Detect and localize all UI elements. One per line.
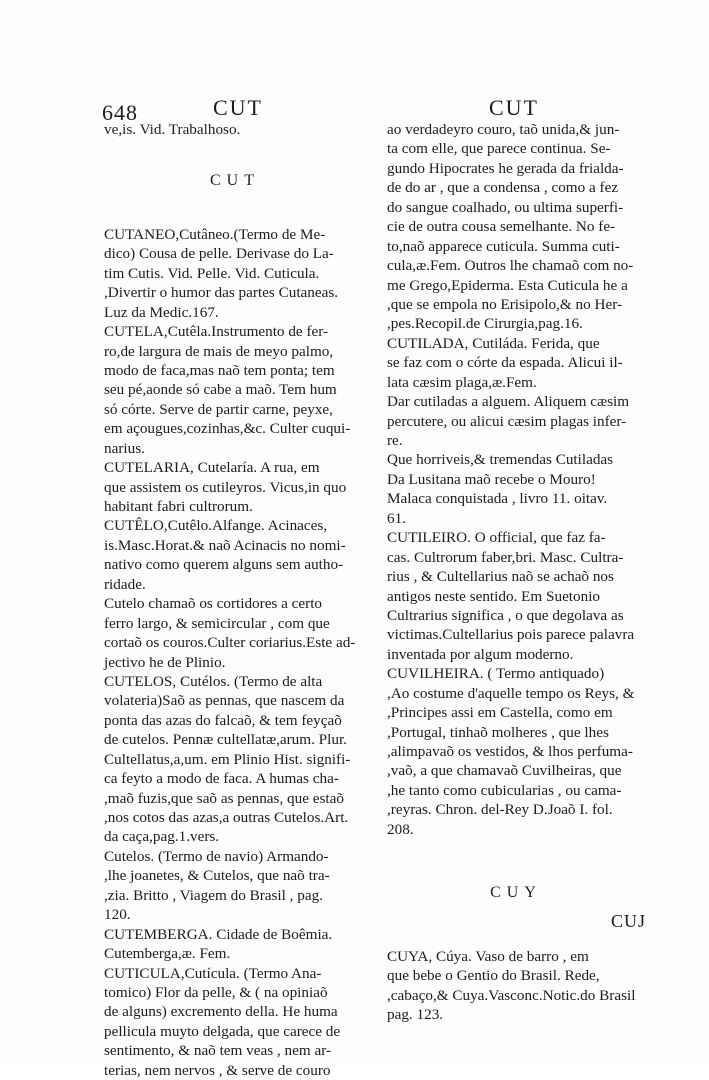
text-line: que assistem os cutileyros. Vicus,in quo <box>104 478 347 496</box>
text-line: ,vaõ, a que chamavaõ Cuvilheiras, que <box>387 762 622 780</box>
text-line: rius , & Cultellarius naõ se achaõ nos <box>387 568 614 586</box>
text-line: CUTELOS, Cutélos. (Termo de alta <box>104 672 323 690</box>
text-line: ,reyras. Chron. del-Rey D.Joaõ I. fol. <box>387 801 613 819</box>
left-running-head: CUT <box>213 95 263 120</box>
text-line: gundo Hipocrates he gerada da frialda- <box>387 159 624 177</box>
text-line: CUTELA,Cutêla.Instrumento de fer- <box>104 323 329 341</box>
text-line: seu pé,aonde só cabe a maõ. Tem hum <box>104 381 337 399</box>
text-line: CUYA, Cúya. Vaso de barro , em <box>387 947 589 965</box>
text-line: antigos neste sentido. Em Suetonio <box>387 587 601 605</box>
text-line: do sangue coalhado, ou ultima superfi- <box>387 198 624 216</box>
text-line: ,pes.Recopil.de Cirurgia,pag.16. <box>387 315 583 333</box>
text-line: pellicula muyto delgada, que carece de <box>104 1022 341 1040</box>
text-line: percutere, ou alicui cæsim plagas infer- <box>387 412 627 430</box>
text-line: Da Lusitana maõ recebe o Mouro! <box>387 470 596 488</box>
text-line: cula,æ.Fem. Outros lhe chamaõ com no- <box>387 257 634 275</box>
text-line: ponta das azas do falcaõ, & tem feyçaõ <box>104 711 342 729</box>
text-line: CUVILHEIRA. ( Termo antiquado) <box>387 665 605 683</box>
left-column-entries <box>104 225 366 1080</box>
text-line: ,Divertir o humor das partes Cutaneas. <box>104 284 339 302</box>
text-line: em açougues,cozinhas,&c. Culter cuqui- <box>104 420 351 438</box>
text-line: ,maõ fuzis,que saõ as pennas, que estaõ <box>104 789 344 807</box>
text-line: CUTEMBERGA. Cidade de Boêmia. <box>104 925 333 943</box>
text-line: de do ar , que a condensa , como a fez <box>387 179 619 197</box>
text-line: de cutelos. Pennæ cultellatæ,arum. Plur. <box>104 731 347 749</box>
text-line: ve,is. Vid. Trabalhoso. <box>104 121 241 138</box>
text-line: me Grego,Epiderma. Esta Cuticula he a <box>387 276 628 294</box>
text-line: terias, nem nervos , & serve de couro <box>104 1061 331 1079</box>
text-line: se faz com o córte da espada. Alicui il- <box>387 354 623 372</box>
text-line: Malaca conquistada , livro 11. oitav. <box>387 490 608 508</box>
text-line: ro,de largura de mais de meyo palmo, <box>104 342 334 360</box>
right-column <box>387 120 645 1024</box>
text-line: ,zia. Britto , Viagem do Brasil , pag. <box>104 886 323 904</box>
text-line: re. <box>387 432 403 449</box>
page-number: 648 <box>102 100 138 125</box>
text-line: Cutemberga,æ. Fem. <box>104 945 231 963</box>
text-line: ridade. <box>104 575 146 593</box>
text-line: tim Cutis. Vid. Pelle. Vid. Cuticula. <box>104 264 320 282</box>
text-line: de alguns) excremento della. He huma <box>104 1003 338 1021</box>
left-column <box>104 120 366 1080</box>
text-line: ,que se empola no Erisipolo,& no Her- <box>387 295 623 313</box>
text-line: CUTILEIRO. O official, que faz fa- <box>387 529 606 547</box>
text-line: sentimento, & naõ tem veas , nem ar- <box>104 1042 332 1060</box>
text-line: ca feyto a modo de faca. A humas cha- <box>104 770 339 788</box>
text-line: CUTICULA,Cutícula. (Termo Ana- <box>104 964 322 982</box>
text-line: ,he tanto como cubicularias , ou cama- <box>387 781 622 799</box>
text-line: que bebe o Gentio do Brasil. Rede, <box>387 967 600 985</box>
text-line: Luz da Medic.167. <box>104 303 219 321</box>
text-line: pag. 123. <box>387 1005 444 1023</box>
text-line: victimas.Cultellarius pois parece palavra <box>387 626 635 644</box>
text-line: 208. <box>387 820 414 838</box>
text-line: is.Masc.Horat.& naõ Acinacis no nomi- <box>104 536 346 554</box>
section-heading-cut: CUT <box>210 172 260 190</box>
text-line: to,naõ apparece cuticula. Summa cuti- <box>387 237 620 255</box>
text-line: CUTANEO,Cutâneo.(Termo de Me- <box>104 225 326 243</box>
right-column-entries <box>387 120 645 839</box>
text-line: ,alimpavaõ os vestidos, & lhos perfuma- <box>387 743 633 760</box>
text-line: 120. <box>104 906 131 924</box>
text-line: narius. <box>104 439 145 457</box>
text-line: CUTÊLO,Cutêlo.Alfange. Acinaces, <box>104 517 328 535</box>
text-line: ,cabaço,& Cuya.Vasconc.Notic.do Brasil <box>387 986 636 1004</box>
text-line: dico) Cousa de pelle. Derivase do La- <box>104 245 334 263</box>
text-line: ,nos cotos das azas,a outras Cutelos.Art. <box>104 809 349 826</box>
text-line: modo de faca,mas naõ tem ponta; tem <box>104 361 335 379</box>
text-line: ferro largo, & semicircular , com que <box>104 614 330 632</box>
cuy-entries <box>387 947 645 1025</box>
text-line: Cutelos. (Termo de navio) Armando- <box>104 847 329 865</box>
text-line: ta com elle, que parece continua. Se- <box>387 140 611 158</box>
text-line: cie de outra cousa semelhante. No fe- <box>387 218 616 236</box>
text-line: habitant fabri cultrorum. <box>104 498 253 515</box>
right-running-head: CUT <box>489 95 539 120</box>
text-line: Cutelo chamaõ os cortidores a certo <box>104 595 323 613</box>
text-line: ,Ao costume d'aquelle tempo os Reys, & <box>387 684 635 702</box>
text-line: cas. Cultrorum faber,bri. Masc. Cultra- <box>387 548 624 566</box>
text-line: tomico) Flor da pelle, & ( na opiniaõ <box>104 983 328 1001</box>
text-line: 61. <box>387 509 406 527</box>
text-line: só córte. Serve de partir carne, peyxe, <box>104 400 333 418</box>
text-line: da caça,pag.1.vers. <box>104 828 220 846</box>
text-line: CUTILADA, Cutiláda. Ferida, que <box>387 334 600 352</box>
text-line: ,Portugal, tinhaõ molheres , que lhes <box>387 723 609 741</box>
text-line: jectivo he de Plinio. <box>104 653 226 671</box>
text-line: ao verdadeyro couro, taõ unida,& jun- <box>387 121 620 138</box>
text-line: lata cæsim plaga,æ.Fem. <box>387 373 537 391</box>
text-line: nativo como querem alguns sem autho- <box>104 556 344 574</box>
text-line: inventada por algum moderno. <box>387 645 574 663</box>
catchword: CUJ <box>611 911 647 931</box>
text-line: Cultrarius significa , o que degolava as <box>387 606 624 624</box>
text-line: Cultellatus,a,um. em Plinio Hist. signifi- <box>104 750 351 768</box>
text-line: CUTELARIA, Cutelaría. A rua, em <box>104 459 320 477</box>
text-line: Dar cutiladas a alguem. Aliquem cæsim <box>387 393 630 411</box>
text-line: cortaõ os couros.Culter coriarius.Este ad- <box>104 634 356 652</box>
text-line: volateria)Saõ as pennas, que nascem da <box>104 692 345 710</box>
section-heading-cuy: CUY <box>490 884 542 902</box>
text-line: ,Principes assi em Castella, como em <box>387 704 613 722</box>
text-line: Que horriveis,& tremendas Cutiladas <box>387 451 614 469</box>
text-line: ,lhe joanetes, & Cutelos, que naõ tra- <box>104 867 330 885</box>
